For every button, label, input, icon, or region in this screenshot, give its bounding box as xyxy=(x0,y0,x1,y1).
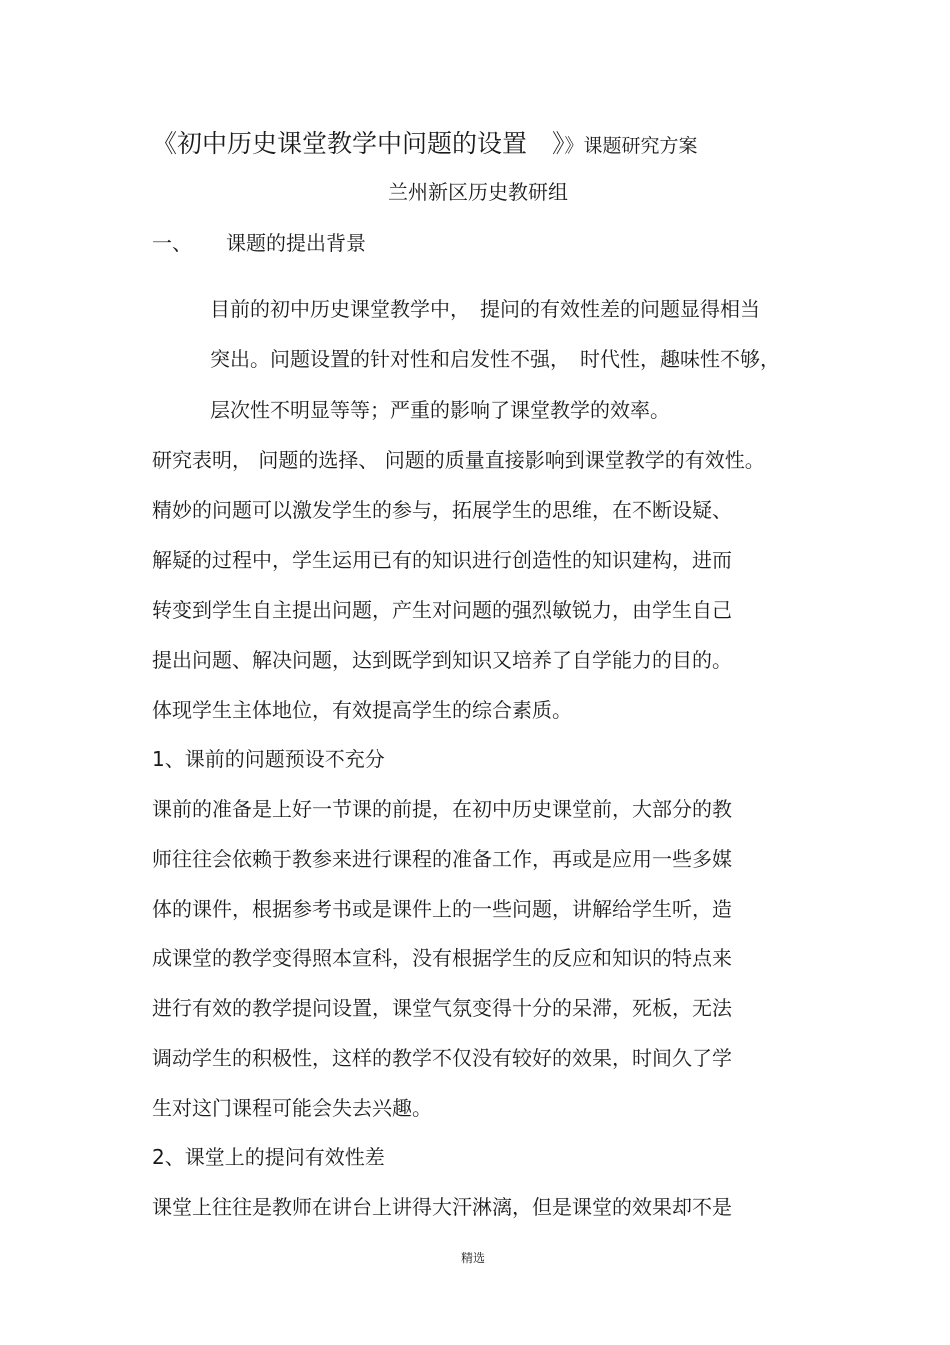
author-line: 兰州新区历史教研组 xyxy=(388,180,568,204)
section-number: 一、 xyxy=(152,231,192,255)
paragraph-line: 进行有效的教学提问设置，课堂气氛变得十分的呆滞，死板，无法 xyxy=(152,996,732,1020)
paragraph-line: 解疑的过程中，学生运用已有的知识进行创造性的知识建构，进而 xyxy=(152,548,732,572)
subheading: 1、课前的问题预设不充分 xyxy=(152,747,385,771)
paragraph-line: 课堂上往往是教师在讲台上讲得大汗淋漓，但是课堂的效果却不是 xyxy=(152,1195,732,1219)
section-title: 课题的提出背景 xyxy=(226,231,366,255)
paragraph-line: 调动学生的积极性，这样的教学不仅没有较好的效果，时间久了学 xyxy=(152,1046,732,1070)
paragraph-line: 体的课件，根据参考书或是课件上的一些问题，讲解给学生听，造 xyxy=(152,897,732,921)
paragraph-line: 师往往会依赖于教参来进行课程的准备工作，再或是应用一些多媒 xyxy=(152,847,732,871)
paragraph-line: 精妙的问题可以激发学生的参与，拓展学生的思维，在不断设疑、 xyxy=(152,498,732,522)
page-footer: 精选 xyxy=(461,1251,486,1265)
paragraph-line: 转变到学生自主提出问题，产生对问题的强烈敏锐力，由学生自己 xyxy=(152,598,732,622)
document-title xyxy=(152,127,698,161)
paragraph-line: 课前的准备是上好一节课的前提，在初中历史课堂前，大部分的教 xyxy=(152,797,732,821)
paragraph-line: 目前的初中历史课堂教学中， 提问的有效性差的问题显得相当 xyxy=(210,297,760,321)
section-heading xyxy=(152,229,366,257)
paragraph-line: 突出。问题设置的针对性和启发性不强， 时代性，趣味性不够， xyxy=(210,347,780,371)
paragraph-line: 提出问题、解决问题，达到既学到知识又培养了自学能力的目的。 xyxy=(152,648,732,672)
paragraph-line: 生对这门课程可能会失去兴趣。 xyxy=(152,1096,432,1120)
paragraph-line: 成课堂的教学变得照本宣科，没有根据学生的反应和知识的特点来 xyxy=(152,946,732,970)
subheading: 2、课堂上的提问有效性差 xyxy=(152,1145,385,1169)
paragraph-line: 研究表明， 问题的选择、 问题的质量直接影响到课堂教学的有效性。 xyxy=(152,448,765,472)
title-main: 《初中历史课堂教学中问题的设置 》 xyxy=(152,129,565,158)
title-suffix: 》课题研究方案 xyxy=(564,135,698,157)
paragraph-line: 体现学生主体地位，有效提高学生的综合素质。 xyxy=(152,698,572,722)
paragraph-line: 层次性不明显等等；严重的影响了课堂教学的效率。 xyxy=(210,398,670,422)
